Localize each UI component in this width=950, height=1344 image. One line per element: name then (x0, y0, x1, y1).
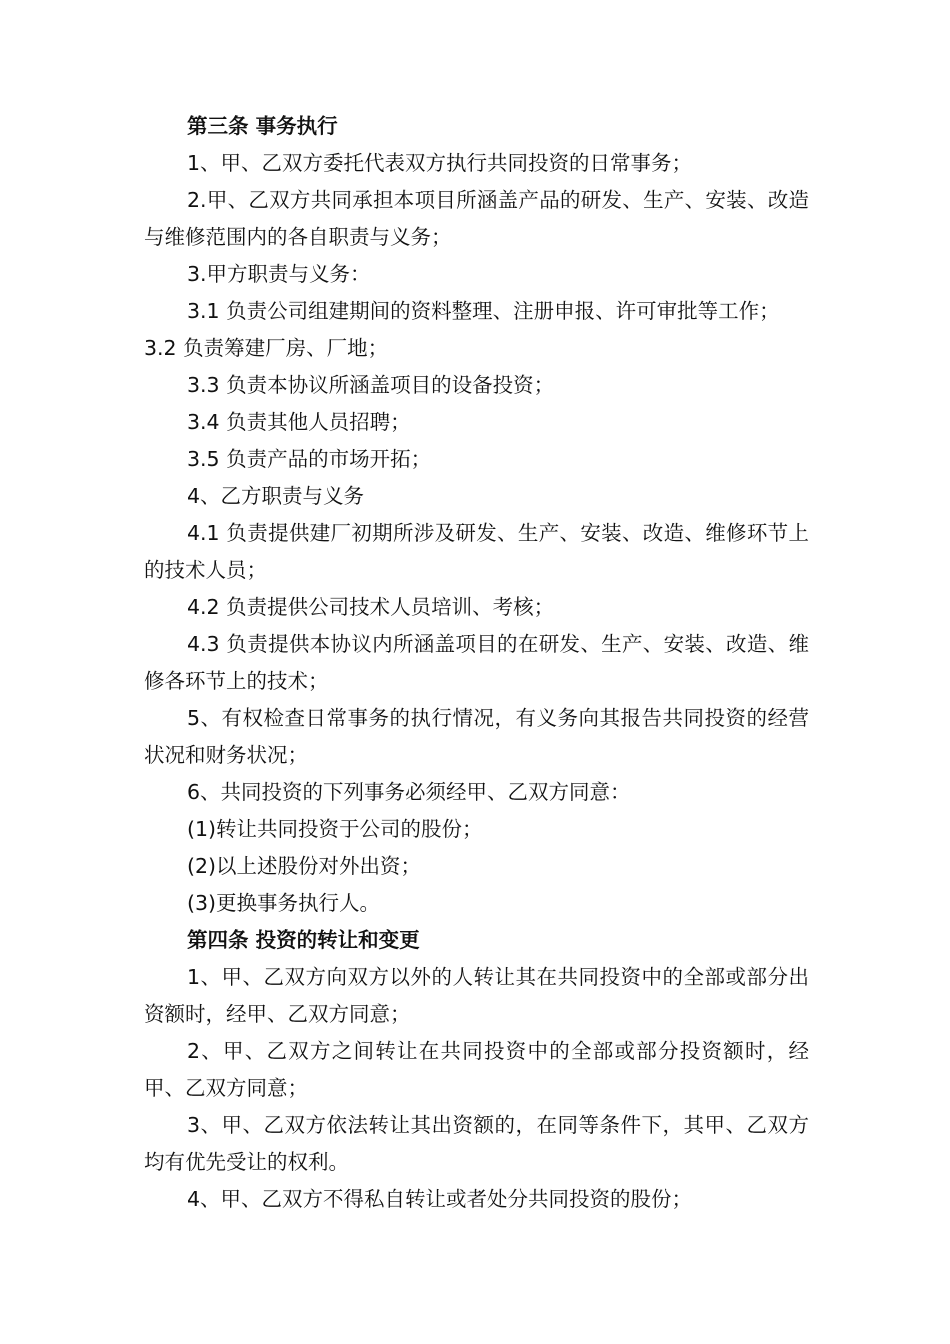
paragraph: 5、有权检查日常事务的执行情况，有义务向其报告共同投资的经营状况和财务状况； (144, 706, 809, 767)
paragraph: 4.2 负责提供公司技术人员培训、考核； (187, 595, 555, 619)
paragraph: 4、乙方职责与义务 (187, 484, 365, 508)
paragraph: 2、甲、乙双方之间转让在共同投资中的全部或部分投资额时，经甲、乙双方同意； (144, 1039, 809, 1100)
paragraph: 4.3 负责提供本协议内所涵盖项目的在研发、生产、安装、改造、维修各环节上的技术； (144, 632, 809, 693)
paragraph: 3.5 负责产品的市场开拓； (187, 447, 432, 471)
paragraph: (3)更换事务执行人。 (187, 891, 381, 915)
paragraph: 6、共同投资的下列事务必须经甲、乙双方同意： (187, 780, 631, 804)
paragraph: 3.2 负责筹建厂房、厂地； (144, 336, 389, 360)
paragraph: 1、甲、乙双方委托代表双方执行共同投资的日常事务； (187, 151, 693, 175)
document-body (144, 108, 809, 1218)
section-heading-article-4: 第四条 投资的转让和变更 (187, 928, 420, 952)
paragraph: 1、甲、乙双方向双方以外的人转让其在共同投资中的全部或部分出资额时，经甲、乙双方同意； (144, 965, 809, 1026)
paragraph: 4.1 负责提供建厂初期所涉及研发、生产、安装、改造、维修环节上的技术人员； (144, 521, 809, 582)
paragraph: 3.1 负责公司组建期间的资料整理、注册申报、许可审批等工作； (187, 299, 780, 323)
paragraph: 3、甲、乙双方依法转让其出资额的，在同等条件下，其甲、乙双方均有优先受让的权利。 (144, 1113, 809, 1174)
paragraph: (1)转让共同投资于公司的股份； (187, 817, 483, 841)
paragraph: 4、甲、乙双方不得私自转让或者处分共同投资的股份； (187, 1187, 693, 1211)
paragraph: 2.甲、乙双方共同承担本项目所涵盖产品的研发、生产、安装、改造与维修范围内的各自职责与义务； (144, 188, 809, 249)
paragraph: 3.3 负责本协议所涵盖项目的设备投资； (187, 373, 555, 397)
paragraph: 3.4 负责其他人员招聘； (187, 410, 411, 434)
section-heading-article-3: 第三条 事务执行 (187, 114, 338, 138)
paragraph: (2)以上述股份对外出资； (187, 854, 422, 878)
paragraph: 3.甲方职责与义务： (187, 262, 371, 286)
